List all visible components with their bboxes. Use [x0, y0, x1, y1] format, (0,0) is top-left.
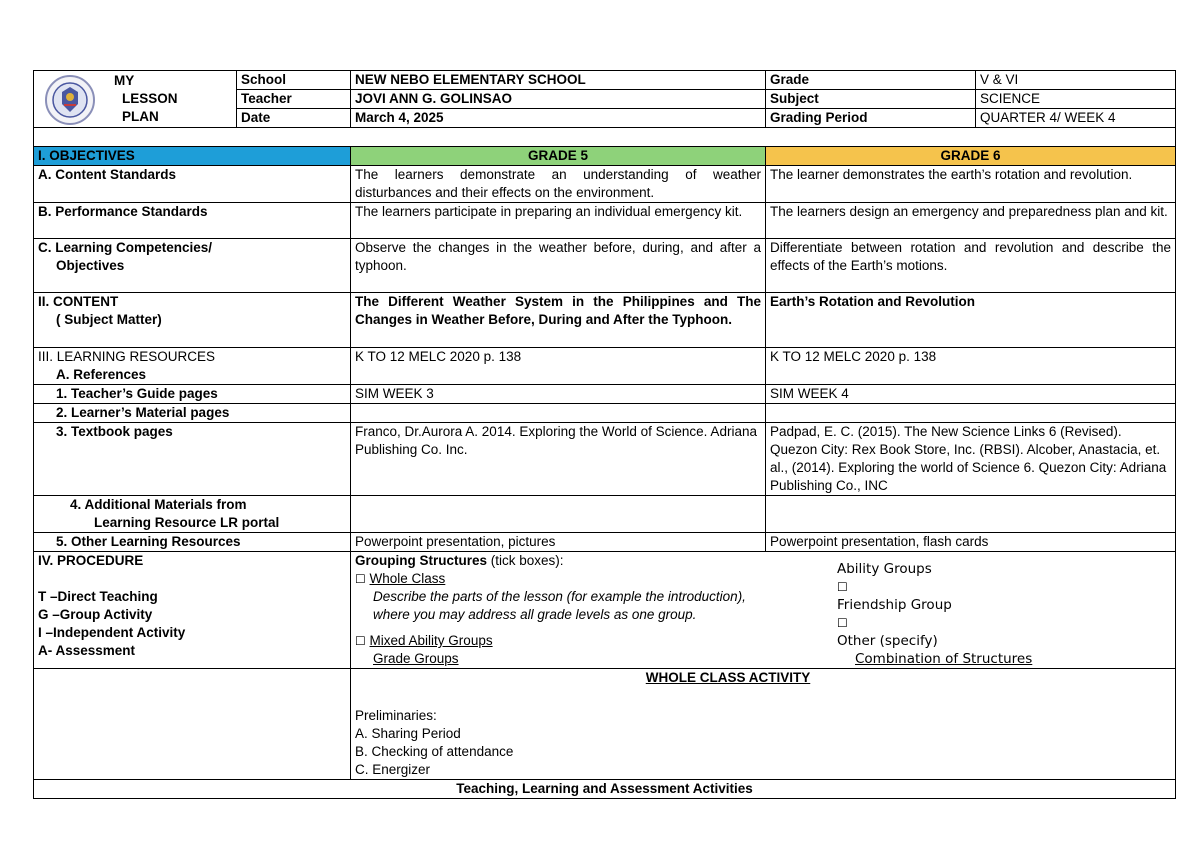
describe-line1: Describe the parts of the lesson (for example the introduction), — [373, 589, 746, 604]
friendship-checkbox[interactable]: ☐ — [837, 580, 848, 594]
content-standards-g6: The learner demonstrates the earth’s rotation and revolution. — [766, 166, 1176, 203]
combination-label: Combination of Structures — [855, 651, 1033, 667]
title-line-plan: PLAN — [122, 109, 159, 124]
content-label — [34, 293, 351, 348]
textbook-g5: Franco, Dr.Aurora A. 2014. Exploring the World of Science. Adriana Publishing Co. Inc. — [351, 423, 766, 496]
other-resources-label: 5. Other Learning Resources — [34, 533, 351, 552]
grade5-heading: GRADE 5 — [351, 147, 766, 166]
grade6-heading: GRADE 6 — [766, 147, 1176, 166]
header-logo-cell — [34, 71, 237, 128]
teacher-value: JOVI ANN G. GOLINSAO — [351, 90, 766, 109]
content-g5: The Different Weather System in the Philippines and The Changes in Weather Before, During and After the Typhoon. — [351, 293, 766, 348]
procedure-independent-activity: I –Independent Activity — [38, 625, 186, 640]
references-g6: K TO 12 MELC 2020 p. 138 — [766, 348, 1176, 385]
content-g6: Earth’s Rotation and Revolution — [766, 293, 1176, 348]
friendship-group-option[interactable] — [837, 578, 1032, 614]
teachers-guide-label: 1. Teacher’s Guide pages — [34, 385, 351, 404]
teacher-label: Teacher — [237, 90, 351, 109]
energizer-item: C. Energizer — [355, 762, 431, 777]
competencies-label-line2: Objectives — [56, 258, 125, 273]
additional-materials-g5 — [351, 496, 766, 533]
deped-seal-icon — [44, 74, 96, 126]
whole-class-label: Whole Class — [369, 571, 446, 586]
preliminaries-label: Preliminaries: — [355, 708, 437, 723]
grade-groups-label: Grade Groups — [373, 651, 459, 666]
performance-standards-g6: The learners design an emergency and preparedness plan and kit. — [766, 203, 1176, 239]
textbook-label: 3. Textbook pages — [34, 423, 351, 496]
ability-groups-column — [837, 560, 1032, 668]
period-value: QUARTER 4/ WEEK 4 — [976, 109, 1176, 128]
teachers-guide-g6: SIM WEEK 4 — [766, 385, 1176, 404]
procedure-blank — [38, 570, 346, 588]
other-option[interactable] — [837, 614, 1032, 650]
combination-option — [837, 650, 1032, 668]
textbook-g6: Padpad, E. C. (2015). The New Science Links 6 (Revised). Quezon City: Rex Book Store, Inc. (RBSI). Alcober, Anastacia, et. al., (2014). Exploring the world of Science 6. Quezon City: Adriana Publishing Co., INC — [766, 423, 1176, 496]
school-value: NEW NEBO ELEMENTARY SCHOOL — [351, 71, 766, 90]
other-resources-g6: Powerpoint presentation, flash cards — [766, 533, 1176, 552]
checking-attendance-item: B. Checking of attendance — [355, 744, 514, 759]
date-label: Date — [237, 109, 351, 128]
grade-groups-option — [355, 650, 1171, 668]
other-label: Other (specify) — [837, 633, 938, 649]
grade-value: V & VI — [976, 71, 1176, 90]
content-standards-label: A. Content Standards — [34, 166, 351, 203]
lesson-plan-table — [33, 70, 1176, 799]
objectives-heading: I. OBJECTIVES — [34, 147, 351, 166]
whole-class-activity-title: WHOLE CLASS ACTIVITY — [645, 670, 811, 685]
learning-competencies-label — [34, 239, 351, 293]
whole-class-option[interactable] — [355, 570, 1171, 588]
procedure-direct-teaching: T –Direct Teaching — [38, 589, 158, 604]
teaching-learning-activities-heading: Teaching, Learning and Assessment Activities — [34, 780, 1176, 799]
content-standards-g5: The learners demonstrate an understanding of weather disturbances and their effects on the environment. — [351, 166, 766, 203]
sharing-period-item: A. Sharing Period — [355, 726, 461, 741]
grade-label: Grade — [766, 71, 976, 90]
mixed-ability-label: Mixed Ability Groups — [369, 633, 493, 648]
period-label: Grading Period — [766, 109, 976, 128]
subject-value: SCIENCE — [976, 90, 1176, 109]
whole-class-activity-cell — [351, 669, 1176, 780]
performance-standards-g5: The learners participate in preparing an individual emergency kit. — [351, 203, 766, 239]
teachers-guide-g5: SIM WEEK 3 — [351, 385, 766, 404]
learning-competencies-g6: Differentiate between rotation and revolution and describe the effects of the Earth’s motions. — [766, 239, 1176, 293]
learning-resources-label — [34, 348, 351, 385]
competencies-label-line1: C. Learning Competencies/ — [38, 240, 213, 255]
lesson-plan-document — [33, 70, 1175, 799]
learning-resources-heading: III. LEARNING RESOURCES — [38, 349, 216, 364]
mixed-ability-checkbox[interactable]: ☐ — [355, 634, 366, 648]
subject-label: Subject — [766, 90, 976, 109]
school-label: School — [237, 71, 351, 90]
learners-material-g5 — [351, 404, 766, 423]
content-label-line2: ( Subject Matter) — [56, 312, 162, 327]
additional-materials-line2: Learning Resource LR portal — [94, 515, 280, 530]
procedure-label — [34, 552, 351, 669]
lesson-plan-title — [114, 72, 178, 126]
additional-materials-label — [34, 496, 351, 533]
learners-material-g6 — [766, 404, 1176, 423]
describe-line2: where you may address all grade levels as one group. — [373, 607, 697, 622]
content-label-line1: II. CONTENT — [38, 294, 119, 309]
ability-groups-label: Ability Groups — [837, 561, 932, 577]
additional-materials-line1: 4. Additional Materials from — [70, 497, 247, 512]
grouping-title: Grouping Structures — [355, 553, 488, 568]
references-label: A. References — [56, 367, 147, 382]
learning-competencies-g5: Observe the changes in the weather before, during, and after a typhoon. — [351, 239, 766, 293]
whole-class-checkbox[interactable]: ☐ — [355, 572, 366, 586]
references-g5: K TO 12 MELC 2020 p. 138 — [351, 348, 766, 385]
other-resources-g5: Powerpoint presentation, pictures — [351, 533, 766, 552]
date-value: March 4, 2025 — [351, 109, 766, 128]
grouping-structures-title — [355, 552, 1171, 570]
grouping-gap — [355, 624, 1171, 632]
grouping-structures-cell — [351, 552, 1176, 669]
spacer-row — [34, 128, 1176, 147]
additional-materials-g6 — [766, 496, 1176, 533]
procedure-group-activity: G –Group Activity — [38, 607, 153, 622]
grouping-note: (tick boxes): — [487, 553, 564, 568]
procedure-heading: IV. PROCEDURE — [38, 553, 144, 568]
whole-class-gap — [355, 687, 1171, 707]
mixed-ability-option[interactable] — [355, 632, 1171, 650]
performance-standards-label: B. Performance Standards — [34, 203, 351, 239]
title-line-lesson: LESSON — [122, 91, 178, 106]
procedure-assessment: A- Assessment — [38, 643, 136, 658]
whole-class-left-cell — [34, 669, 351, 780]
friendship-label: Friendship Group — [837, 597, 952, 613]
title-line-my: MY — [114, 73, 135, 88]
other-checkbox[interactable]: ☐ — [837, 616, 848, 630]
learners-material-label: 2. Learner’s Material pages — [34, 404, 351, 423]
